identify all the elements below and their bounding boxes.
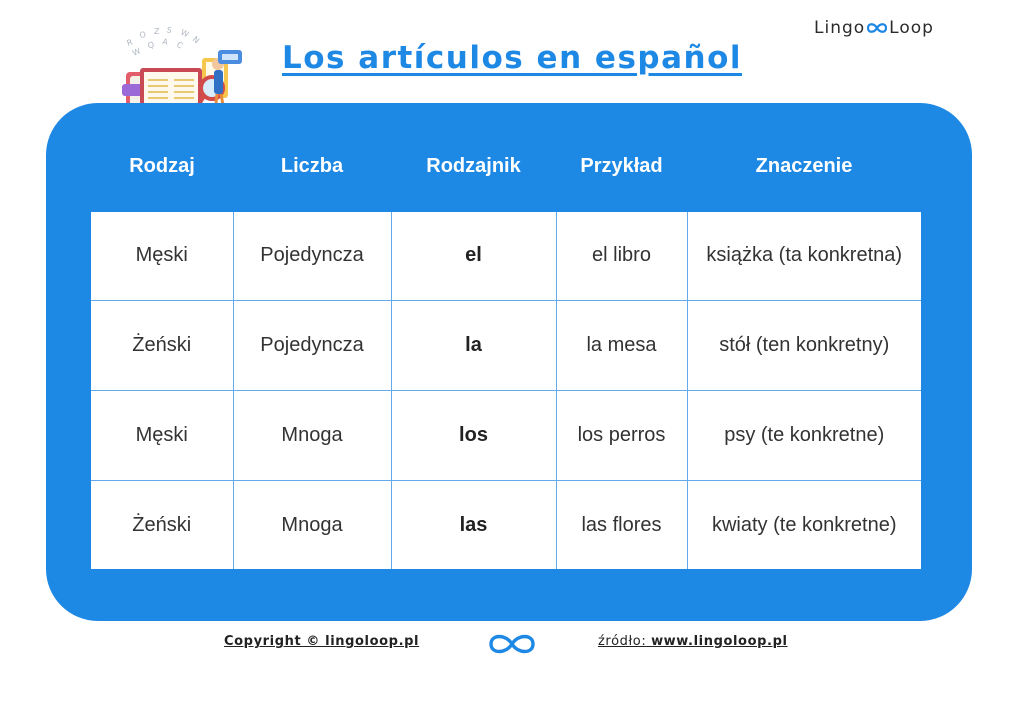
cell-article: la (391, 300, 556, 390)
cell-number: Mnoga (233, 390, 391, 480)
svg-text:O: O (138, 30, 147, 40)
infinity-icon (866, 22, 888, 34)
svg-text:C: C (175, 39, 185, 51)
cell-gender: Żeński (91, 300, 233, 390)
brand-logo (814, 16, 934, 40)
svg-text:W: W (179, 27, 191, 40)
cell-meaning: książka (ta konkretna) (687, 212, 921, 300)
cell-meaning: stół (ten konkretny) (687, 300, 921, 390)
table-row (91, 212, 921, 300)
header-przyklad: Przykład (580, 154, 663, 177)
cell-gender: Męski (91, 212, 233, 300)
table-row (91, 390, 921, 480)
header-rodzaj: Rodzaj (129, 154, 195, 177)
svg-text:Q: Q (147, 40, 155, 50)
table-header (91, 150, 921, 182)
footer (0, 632, 1024, 656)
svg-text:R: R (125, 37, 134, 48)
table-row (91, 300, 921, 390)
svg-text:N: N (190, 34, 202, 46)
cell-example: la mesa (556, 300, 687, 390)
cell-example: las flores (556, 481, 687, 569)
cell-example: los perros (556, 390, 687, 480)
page-title: Los artículos en español (281, 40, 743, 76)
brand-name-left: Lingo (814, 18, 866, 38)
header-rodzajnik: Rodzajnik (426, 154, 521, 177)
cell-article: el (391, 212, 556, 300)
cell-example: el libro (556, 212, 687, 300)
table-row (91, 481, 921, 569)
svg-text:S: S (165, 25, 173, 36)
header-znaczenie: Znaczenie (755, 154, 853, 177)
brand-name-right: Loop (889, 18, 934, 38)
infinity-icon (487, 632, 537, 656)
source-label: źródło: (598, 634, 647, 649)
cell-gender: Męski (91, 390, 233, 480)
source-url[interactable]: www.lingoloop.pl (651, 634, 788, 649)
cell-number: Mnoga (233, 481, 391, 569)
header-liczba: Liczba (280, 154, 344, 177)
svg-text:Z: Z (154, 27, 160, 36)
cell-meaning: kwiaty (te konkretne) (687, 481, 921, 569)
articles-table (91, 212, 921, 569)
cell-article: los (391, 390, 556, 480)
svg-text:A: A (161, 37, 169, 47)
cell-gender: Żeński (91, 481, 233, 569)
copyright-text: Copyright © lingoloop.pl (224, 634, 420, 649)
cell-number: Pojedyncza (233, 212, 391, 300)
svg-text:W: W (131, 46, 143, 58)
cell-number: Pojedyncza (233, 300, 391, 390)
cell-meaning: psy (te konkretne) (687, 390, 921, 480)
cell-article: las (391, 481, 556, 569)
source-link[interactable] (598, 634, 788, 649)
